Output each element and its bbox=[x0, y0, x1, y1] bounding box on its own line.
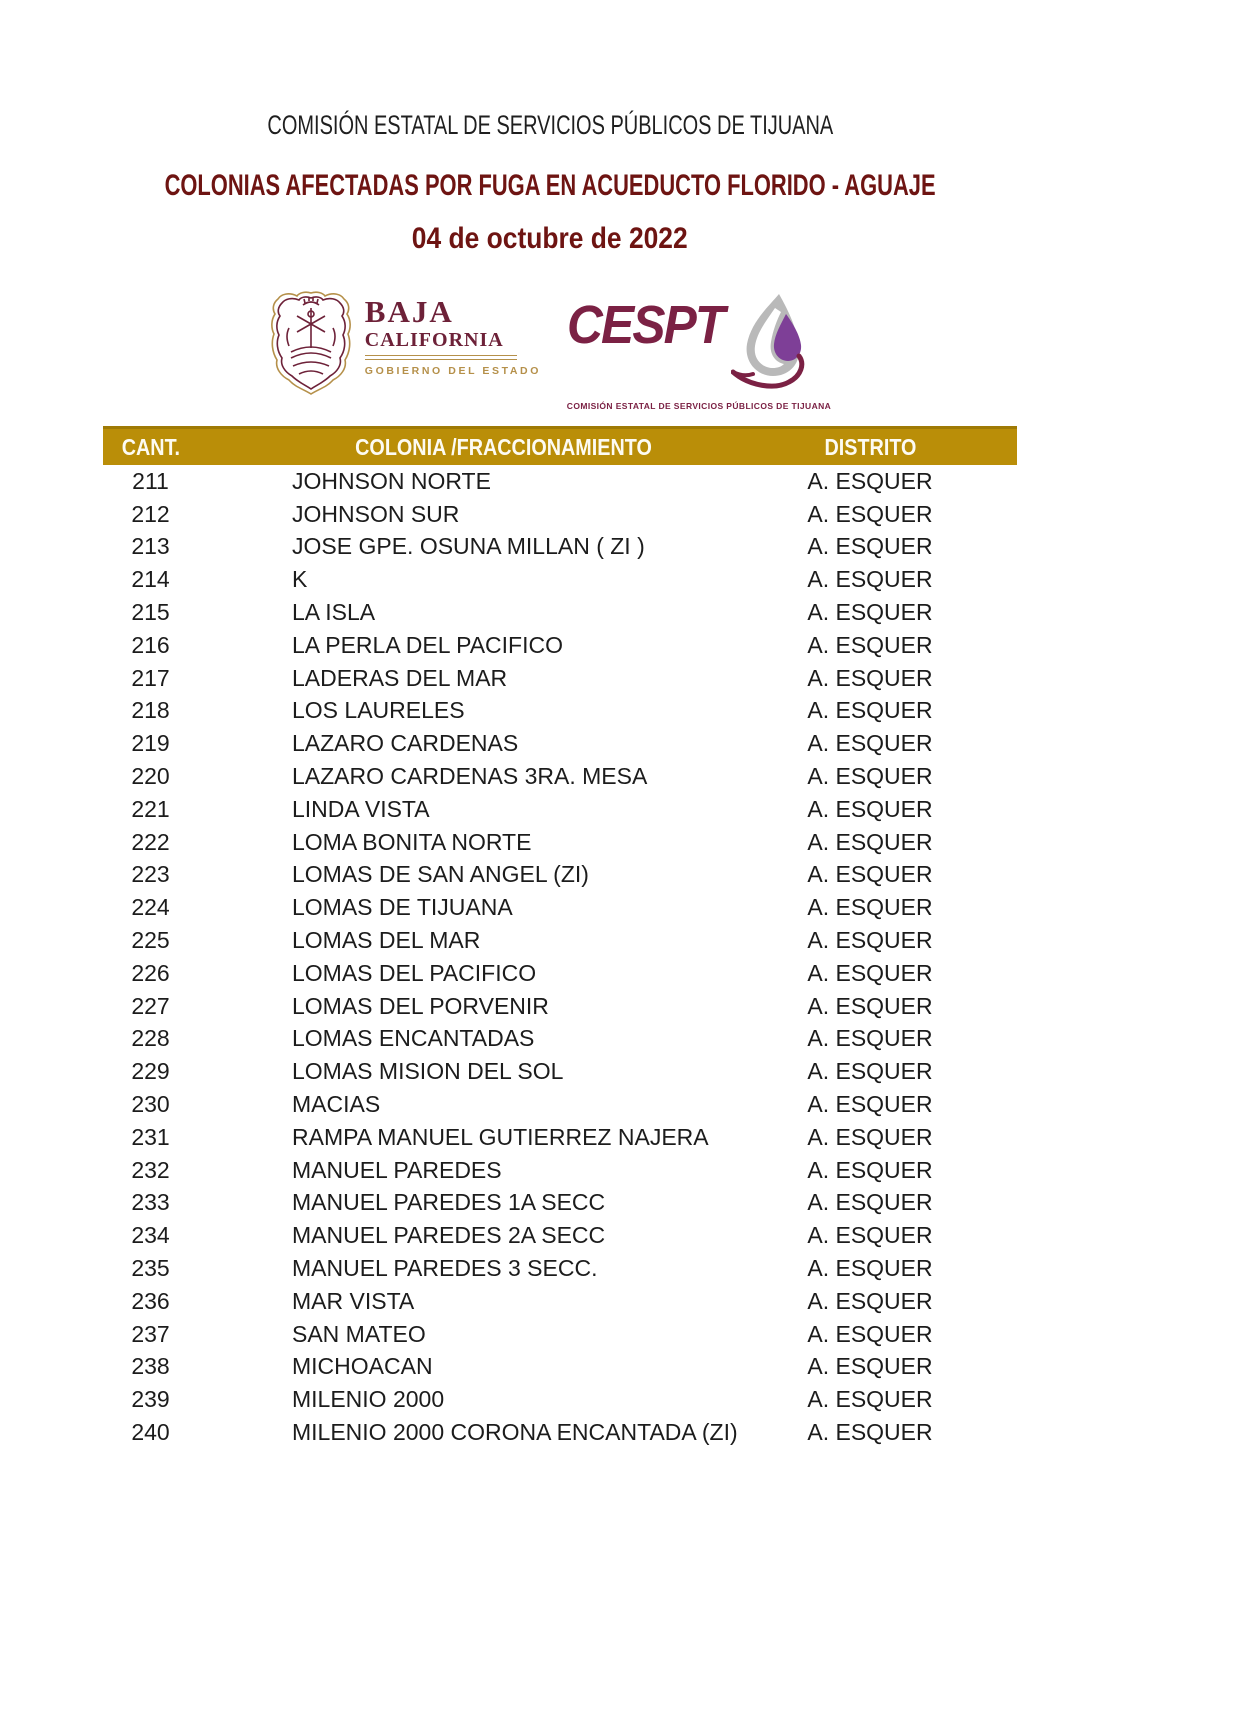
cell-distrito: A. ESQUER bbox=[807, 1320, 933, 1347]
cell-colonia: LA PERLA DEL PACIFICO bbox=[292, 631, 563, 658]
document-date bbox=[0, 224, 1100, 254]
cell-distrito: A. ESQUER bbox=[807, 533, 933, 560]
cell-distrito: A. ESQUER bbox=[807, 730, 933, 757]
table-row bbox=[103, 1055, 1017, 1088]
cell-colonia: LOMAS DEL PORVENIR bbox=[292, 992, 549, 1019]
table-row bbox=[103, 1416, 1017, 1449]
cell-colonia: LOMAS DEL PACIFICO bbox=[292, 959, 537, 986]
cell-distrito: A. ESQUER bbox=[807, 992, 933, 1019]
cell-cant: 234 bbox=[131, 1222, 170, 1249]
cell-cant: 224 bbox=[131, 894, 170, 921]
cell-colonia: K bbox=[292, 566, 308, 593]
cell-cant: 227 bbox=[131, 992, 170, 1019]
cell-cant: 214 bbox=[131, 566, 170, 593]
table-row bbox=[103, 596, 1017, 629]
table-row bbox=[103, 1252, 1017, 1285]
cell-cant: 229 bbox=[131, 1058, 170, 1085]
baja-wordmark-subtitle: GOBIERNO DEL ESTADO bbox=[364, 365, 541, 377]
table-row bbox=[103, 1088, 1017, 1121]
cell-distrito: A. ESQUER bbox=[807, 828, 933, 855]
cell-distrito: A. ESQUER bbox=[807, 1386, 933, 1413]
table-row bbox=[103, 662, 1017, 695]
cell-colonia: LA ISLA bbox=[292, 599, 376, 626]
document-title-text: COLONIAS AFECTADAS POR FUGA EN ACUEDUCTO FLORIDO - AGUAJE bbox=[164, 169, 936, 202]
cell-colonia: LOS LAURELES bbox=[292, 697, 465, 724]
cell-cant: 237 bbox=[131, 1320, 170, 1347]
cell-colonia: JOHNSON SUR bbox=[292, 500, 460, 527]
cell-distrito: A. ESQUER bbox=[807, 1156, 933, 1183]
cell-distrito: A. ESQUER bbox=[807, 1025, 933, 1052]
document-title bbox=[0, 171, 1100, 201]
table-row bbox=[103, 1121, 1017, 1154]
table-row bbox=[103, 1383, 1017, 1416]
cell-colonia: SAN MATEO bbox=[292, 1320, 426, 1347]
table-row bbox=[103, 695, 1017, 728]
cell-distrito: A. ESQUER bbox=[807, 861, 933, 888]
cell-colonia: MILENIO 2000 CORONA ENCANTADA (ZI) bbox=[292, 1419, 738, 1445]
cell-distrito: A. ESQUER bbox=[807, 1255, 933, 1282]
table-row bbox=[103, 1219, 1017, 1252]
cell-distrito: A. ESQUER bbox=[807, 500, 933, 527]
table-row bbox=[103, 1318, 1017, 1351]
cell-colonia: LINDA VISTA bbox=[292, 795, 430, 822]
cell-colonia: LADERAS DEL MAR bbox=[292, 664, 508, 691]
table-row bbox=[103, 531, 1017, 564]
cell-cant: 215 bbox=[131, 599, 170, 626]
cell-distrito: A. ESQUER bbox=[807, 959, 933, 986]
cell-distrito: A. ESQUER bbox=[807, 599, 933, 626]
table-row bbox=[103, 891, 1017, 924]
cell-distrito: A. ESQUER bbox=[807, 467, 933, 494]
cell-colonia: JOHNSON NORTE bbox=[292, 467, 491, 494]
table-row bbox=[103, 1023, 1017, 1056]
cell-colonia: MICHOACAN bbox=[292, 1353, 433, 1380]
cell-distrito: A. ESQUER bbox=[807, 1222, 933, 1249]
cell-cant: 212 bbox=[131, 500, 170, 527]
cell-colonia: LOMAS MISION DEL SOL bbox=[292, 1058, 564, 1085]
table-row bbox=[103, 1351, 1017, 1384]
water-drop-icon bbox=[731, 292, 809, 397]
header-colonia: COLONIA /FRACCIONAMIENTO bbox=[198, 428, 748, 466]
org-title bbox=[0, 112, 1100, 139]
cell-cant: 228 bbox=[131, 1025, 170, 1052]
table-row bbox=[103, 1187, 1017, 1220]
header-cant: CANT. bbox=[103, 428, 198, 466]
table-row bbox=[103, 924, 1017, 957]
cell-distrito: A. ESQUER bbox=[807, 1287, 933, 1314]
cell-distrito: A. ESQUER bbox=[807, 1091, 933, 1118]
cell-distrito: A. ESQUER bbox=[807, 1353, 933, 1380]
cell-colonia: MAR VISTA bbox=[292, 1287, 415, 1314]
baja-wordmark-line2: CALIFORNIA bbox=[364, 329, 504, 351]
cell-colonia: JOSE GPE. OSUNA MILLAN ( ZI ) bbox=[292, 533, 645, 560]
colonias-table bbox=[103, 426, 1017, 1449]
cell-colonia: LOMAS DE SAN ANGEL (ZI) bbox=[292, 861, 589, 888]
cell-colonia: MANUEL PAREDES 2A SECC bbox=[292, 1222, 606, 1249]
cell-distrito: A. ESQUER bbox=[807, 566, 933, 593]
cell-colonia: RAMPA MANUEL GUTIERREZ NAJERA bbox=[292, 1123, 709, 1150]
cell-distrito: A. ESQUER bbox=[807, 1058, 933, 1085]
cell-colonia: MACIAS bbox=[292, 1091, 381, 1118]
cell-cant: 218 bbox=[131, 697, 170, 724]
baja-california-wordmark bbox=[364, 294, 541, 377]
cell-cant: 220 bbox=[131, 763, 170, 790]
table-header bbox=[103, 428, 1017, 466]
header-distrito: DISTRITO bbox=[748, 428, 1017, 466]
table-row bbox=[103, 727, 1017, 760]
cell-distrito: A. ESQUER bbox=[807, 1123, 933, 1150]
cell-cant: 240 bbox=[131, 1419, 170, 1445]
table-row bbox=[103, 563, 1017, 596]
table-row bbox=[103, 793, 1017, 826]
cespt-acronym: CESPT bbox=[566, 295, 724, 355]
cell-distrito: A. ESQUER bbox=[807, 795, 933, 822]
cell-cant: 225 bbox=[131, 927, 170, 954]
cell-colonia: MILENIO 2000 bbox=[292, 1386, 445, 1413]
logos-row bbox=[0, 290, 1100, 411]
cell-colonia: LOMA BONITA NORTE bbox=[292, 828, 532, 855]
table-row bbox=[103, 826, 1017, 859]
cell-colonia: LOMAS ENCANTADAS bbox=[292, 1025, 535, 1052]
table-row bbox=[103, 1285, 1017, 1318]
baja-wordmark-line1: BAJA bbox=[364, 294, 454, 329]
cespt-tagline: COMISIÓN ESTATAL DE SERVICIOS PÚBLICOS DE TIJUANA bbox=[566, 401, 832, 411]
table-row bbox=[103, 498, 1017, 531]
cespt-logo bbox=[567, 292, 831, 411]
cell-distrito: A. ESQUER bbox=[807, 631, 933, 658]
cell-distrito: A. ESQUER bbox=[807, 894, 933, 921]
table-header-row bbox=[103, 428, 1017, 466]
cell-cant: 230 bbox=[131, 1091, 170, 1118]
cell-cant: 236 bbox=[131, 1287, 170, 1314]
table-body bbox=[103, 465, 1017, 1449]
document-date-text: 04 de octubre de 2022 bbox=[412, 222, 688, 255]
cell-colonia: LOMAS DE TIJUANA bbox=[292, 894, 513, 921]
table-row bbox=[103, 990, 1017, 1023]
cell-cant: 232 bbox=[131, 1156, 170, 1183]
cell-distrito: A. ESQUER bbox=[807, 1189, 933, 1216]
cell-cant: 221 bbox=[131, 795, 170, 822]
baja-california-crest-icon bbox=[269, 290, 353, 402]
cell-cant: 238 bbox=[131, 1353, 170, 1380]
cell-colonia: MANUEL PAREDES 1A SECC bbox=[292, 1189, 606, 1216]
table-row bbox=[103, 957, 1017, 990]
cell-colonia: LOMAS DEL MAR bbox=[292, 927, 481, 954]
table-row bbox=[103, 1154, 1017, 1187]
cell-cant: 219 bbox=[131, 730, 170, 757]
cell-distrito: A. ESQUER bbox=[807, 927, 933, 954]
cell-distrito: A. ESQUER bbox=[807, 697, 933, 724]
document-page bbox=[0, 112, 1100, 1449]
cell-cant: 235 bbox=[131, 1255, 170, 1282]
table-row bbox=[103, 760, 1017, 793]
table-row bbox=[103, 629, 1017, 662]
cell-cant: 226 bbox=[131, 959, 170, 986]
cell-cant: 239 bbox=[131, 1386, 170, 1413]
cell-colonia: MANUEL PAREDES bbox=[292, 1156, 502, 1183]
cell-cant: 222 bbox=[131, 828, 170, 855]
baja-gold-rule bbox=[365, 355, 517, 360]
table-row bbox=[103, 859, 1017, 892]
cell-cant: 217 bbox=[131, 664, 170, 691]
cell-cant: 233 bbox=[131, 1189, 170, 1216]
org-title-text: COMISIÓN ESTATAL DE SERVICIOS PÚBLICOS DE TIJUANA bbox=[267, 110, 833, 140]
table-row bbox=[103, 465, 1017, 498]
cell-cant: 223 bbox=[131, 861, 170, 888]
baja-california-logo bbox=[269, 290, 541, 402]
cell-colonia: LAZARO CARDENAS bbox=[292, 730, 519, 757]
cell-cant: 211 bbox=[132, 467, 169, 494]
cell-colonia: MANUEL PAREDES 3 SECC. bbox=[292, 1255, 598, 1282]
cell-colonia: LAZARO CARDENAS 3RA. MESA bbox=[292, 763, 648, 790]
cell-cant: 213 bbox=[131, 533, 170, 560]
cell-cant: 231 bbox=[131, 1123, 170, 1150]
cell-cant: 216 bbox=[131, 631, 170, 658]
cell-distrito: A. ESQUER bbox=[807, 664, 933, 691]
cell-distrito: A. ESQUER bbox=[807, 1419, 933, 1445]
cell-distrito: A. ESQUER bbox=[807, 763, 933, 790]
